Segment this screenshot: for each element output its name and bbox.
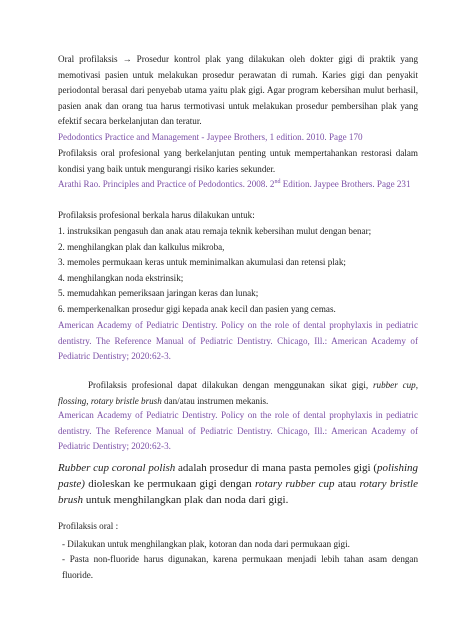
reference-3 <box>58 318 418 365</box>
reference-text: Pedodontics Practice and Management - Jaypee Brothers, 1 edition. 2010. Page 170 <box>58 132 363 142</box>
paragraph-text <box>58 52 418 130</box>
paragraph-text <box>58 461 418 508</box>
definition: Prosedur kontrol plak yang dilakukan oleh dokter gigi di praktik yang memotivasi pasien untuk melakukan prosedur perawatan di rumah. Karies gigi dan penyakit periodontal berasal dari penyebab utama yaitu plak gigi. Agar program kebersihan mulut berhasil, pasien anak dan orang tua harus termotivasi untuk melakukan prosedur pembersihan plak yang efektif secara berkelanjutan dan teratur. <box>58 54 418 126</box>
reference-2 <box>58 177 418 193</box>
reference-sup: nd <box>274 178 281 185</box>
numbered-list <box>58 224 418 317</box>
paragraph-text <box>58 378 418 409</box>
list-item: 5. memudahkan pemeriksaan jaringan keras dan lunak; <box>58 288 259 298</box>
reference-4 <box>58 408 418 455</box>
list-item: 2. menghilangkan plak dan kalkulus mikroba, <box>58 241 225 252</box>
reference-text: American Academy of Pediatric Dentistry. Policy on the role of dental prophylaxis in pediatric dentistry. The Reference Manual of Pediatric Dentistry. Chicago, Ill.: American Academy of Pediatric Dentistry; 2020:62-3. <box>58 320 418 361</box>
reference-1 <box>58 130 418 146</box>
list-item: 4. menghilangkan noda ekstrinsik; <box>58 272 184 283</box>
arrow-icon: → <box>122 54 132 64</box>
bullet-item: - Pasta non-fluoride harus digunakan, karena permukaan menjadi lebih tahan asam dengan fluoride. <box>62 554 418 580</box>
reference-pre: Arathi Rao. Principles and Practice of Pedodontics. 2008. 2 <box>58 179 275 189</box>
oral-section <box>58 519 418 583</box>
text: dioleskan ke permukaan gigi dengan <box>84 477 255 490</box>
list-item: 1. instruksikan pengasuh dan anak atau remaja teknik kebersihan mulut dengan benar; <box>58 226 372 236</box>
paragraph-4 <box>58 461 418 508</box>
text-italic: rubber cup, flossing, rotary bristle brush <box>58 380 419 406</box>
list-intro-text: Profilaksis profesional berkala harus dilakukan untuk: <box>58 210 255 220</box>
list-intro <box>58 208 418 224</box>
text: adalah prosedur di mana pasta pemoles gigi ( <box>175 462 378 474</box>
list-item: 6. memperkenalkan prosedur gigi kepada anak kecil dan pasien yang cemas. <box>58 303 336 314</box>
term: Oral profilaksis <box>58 54 118 64</box>
paragraph-2 <box>58 146 418 177</box>
bullet-item: - Dilakukan untuk menghilangkan plak, kotoran dan noda dari permukaan gigi. <box>62 538 350 549</box>
italic-term: rotary rubber cup <box>255 477 335 490</box>
text: untuk menghilangkan plak dan noda dari gigi. <box>83 493 289 506</box>
paragraph-text: Profilaksis oral profesional yang berkelanjutan penting untuk mempertahankan restorasi dalam kondisi yang baik untuk mengurangi risiko karies sekunder. <box>58 148 418 174</box>
italic-term: Rubber cup coronal polish <box>58 462 176 474</box>
reference-text <box>58 177 418 193</box>
text-post: dan/atau instrumen mekanis. <box>161 395 269 406</box>
paragraph-3 <box>58 378 418 409</box>
text: atau <box>334 477 360 490</box>
list-item: 3. memoles permukaan keras untuk meminimalkan akumulasi dan retensi plak; <box>58 257 346 267</box>
reference-post: Edition. Jaypee Brothers. Page 231 <box>280 179 411 189</box>
text-pre: Profilaksis profesional dapat dilakukan dengan menggunakan sikat gigi, <box>88 380 373 390</box>
italic-term: rotary bristle brush <box>58 477 418 506</box>
italic-term: polishing paste) <box>58 462 418 490</box>
paragraph-oral-profilaksis <box>58 52 418 130</box>
section-title: Profilaksis oral : <box>58 521 119 531</box>
reference-text: American Academy of Pediatric Dentistry. Policy on the role of dental prophylaxis in pediatric dentistry. The Reference Manual of Pediatric Dentistry. Chicago, Ill.: American Academy of Pediatric Dentistry; 2020:62-3. <box>58 410 418 451</box>
